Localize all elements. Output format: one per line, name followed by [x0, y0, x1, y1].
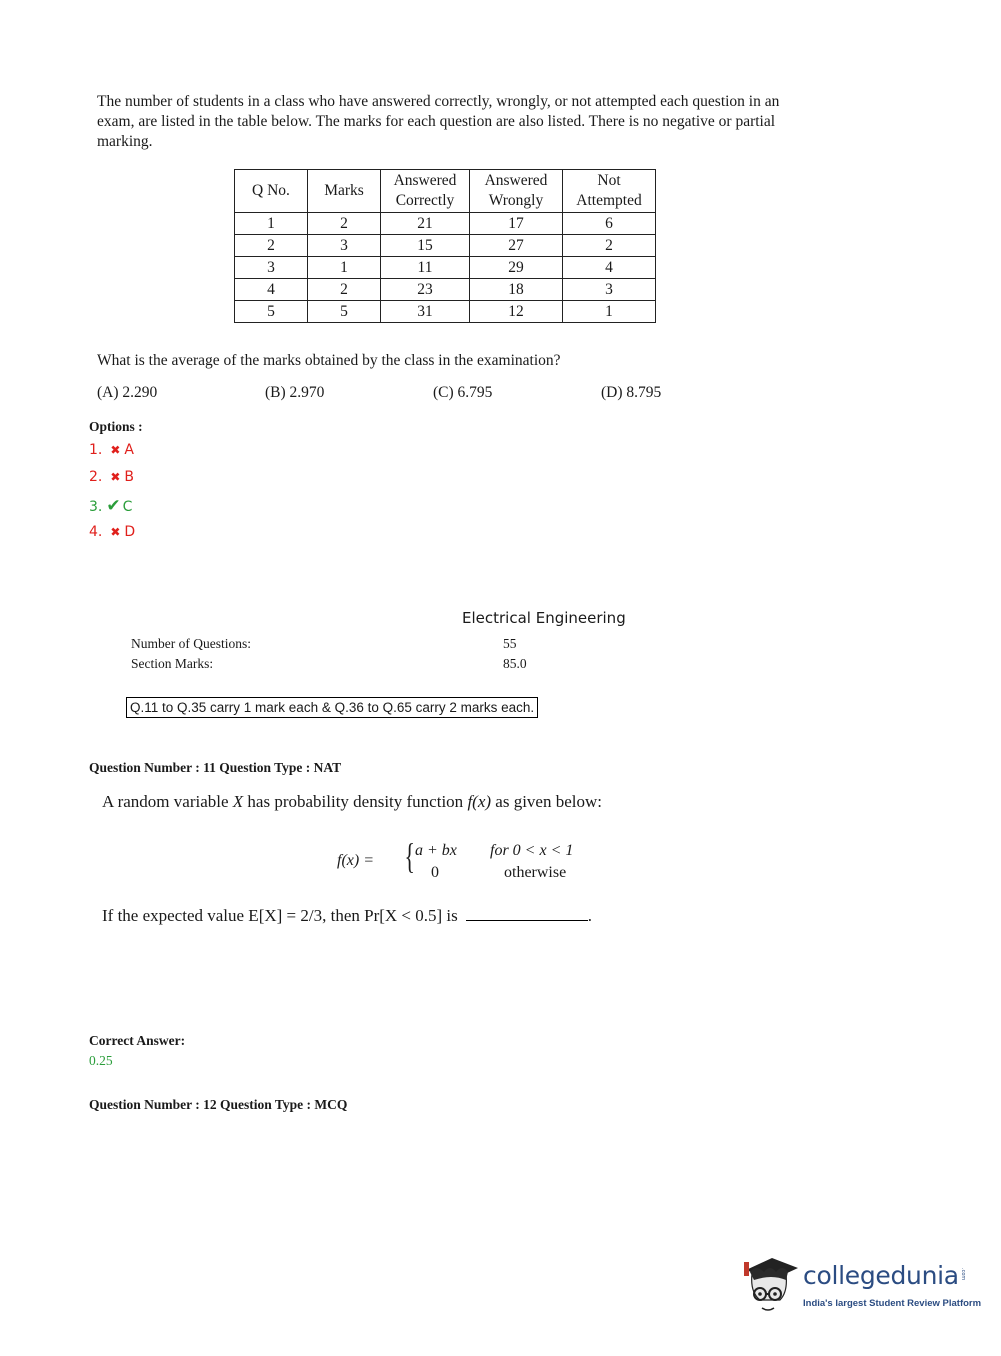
- q11-header: Question Number : 11 Question Type : NAT: [89, 760, 342, 775]
- table-row: 3 1 11 29 4: [235, 257, 656, 279]
- option-2: 2. ✖ B: [89, 469, 135, 485]
- table-header-row: [235, 170, 656, 213]
- answer-blank: [466, 906, 588, 921]
- choice-b: (B) 2.970: [265, 384, 325, 401]
- col-wrong: Answered Wrongly: [470, 170, 563, 213]
- question-intro: The number of students in a class who have answered correctly, wrongly, or not attempted each question in an exam, are listed in the table below. The marks for each question are also listed. There is no negative or partial marking.: [97, 93, 780, 150]
- option-3: 3. ✔ C: [89, 496, 133, 516]
- choice-d: (D) 8.795: [601, 384, 662, 401]
- option-1: 1. ✖ A: [89, 442, 134, 458]
- q11-condition: If the expected value E[X] = 2/3, then Pr[X < 0.5] is .: [102, 906, 593, 925]
- col-correct: Answered Correctly: [381, 170, 470, 213]
- q11-text: A random variable X has probability density function f(x) as given below:: [102, 792, 602, 811]
- section-title: Electrical Engineering: [462, 609, 626, 627]
- marks-note: Q.11 to Q.35 carry 1 mark each & Q.36 to Q.65 carry 2 marks each.: [126, 697, 538, 718]
- wrong-icon: ✖: [110, 470, 121, 484]
- wrong-icon: ✖: [110, 443, 121, 457]
- options-label: Options :: [89, 419, 143, 434]
- correct-answer-label: Correct Answer:: [89, 1033, 186, 1048]
- mascot-logo-icon: [742, 1252, 800, 1318]
- num-questions-value: 55: [503, 636, 517, 651]
- case1-condition: for 0 < x < 1: [490, 842, 574, 859]
- correct-answer-value: 0.25: [89, 1053, 113, 1068]
- brand-tagline: India's largest Student Review Platform: [803, 1298, 982, 1309]
- case1-expr: a + bx: [415, 842, 457, 859]
- case2-expr: 0: [431, 864, 439, 881]
- choice-c: (C) 6.795: [433, 384, 493, 401]
- check-icon: ✔: [106, 496, 121, 516]
- wrong-icon: ✖: [110, 525, 121, 539]
- table-row: 2 3 15 27 2: [235, 235, 656, 257]
- case2-condition: otherwise: [504, 864, 567, 881]
- option-4: 4. ✖ D: [89, 524, 136, 540]
- brand-domain: .com: [960, 1268, 966, 1281]
- choice-a: (A) 2.290: [97, 384, 158, 401]
- col-not-attempted: Not Attempted: [563, 170, 656, 213]
- section-marks-value: 85.0: [503, 656, 527, 671]
- section-marks-label: Section Marks:: [131, 656, 214, 671]
- col-qno: Q No.: [235, 170, 308, 213]
- table-row: 1 2 21 17 6: [235, 213, 656, 235]
- question-text: What is the average of the marks obtained by the class in the examination?: [97, 352, 561, 369]
- table-row: 5 5 31 12 1: [235, 301, 656, 323]
- col-marks: Marks: [308, 170, 381, 213]
- marks-table: [234, 169, 656, 323]
- table-row: 4 2 23 18 3: [235, 279, 656, 301]
- q12-header: Question Number : 12 Question Type : MCQ: [89, 1097, 348, 1112]
- num-questions-label: Number of Questions:: [131, 636, 251, 651]
- brand-name: collegedunia: [803, 1261, 959, 1290]
- brace-icon: {: [404, 836, 415, 876]
- formula-lhs: f(x) =: [337, 852, 374, 869]
